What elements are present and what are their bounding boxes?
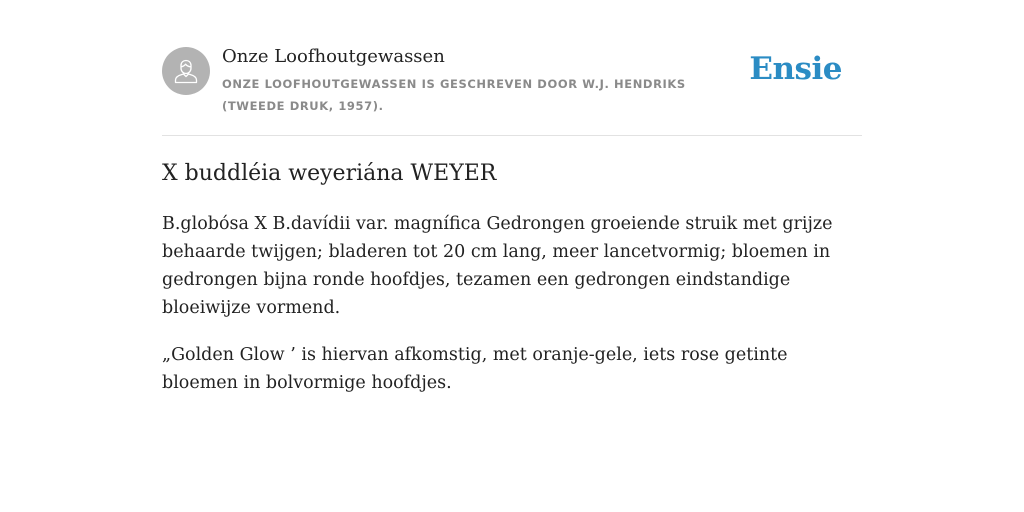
article-header: [162, 42, 862, 136]
article-card: [162, 42, 862, 397]
author-name[interactable]: Onze Loofhoutgewassen: [222, 46, 445, 67]
article-paragraph: B.globósa X B.davídii var. magnífica Gedrongen groeiende struik met grijze behaarde twijgen; bladeren tot 20 cm lang, meer lancetvormig; bloemen in gedrongen bijna ronde hoofdjes, tezamen een gedrongen eindstandige bloeiwijze vormend.: [162, 214, 833, 318]
author-meta: [222, 45, 752, 117]
article-paragraph: „Golden Glow ’ is hiervan afkomstig, met oranje-gele, iets rose getinte bloemen in bolvormige hoofdjes.: [162, 345, 788, 393]
user-avatar-icon: [172, 57, 200, 85]
article-title: X buddléia weyeriána WEYER: [162, 161, 497, 186]
ensie-logo[interactable]: Ensie: [749, 51, 842, 87]
author-description: ONZE LOOFHOUTGEWASSEN IS GESCHREVEN DOOR W.J. HENDRIKS (TWEEDE DRUK, 1957).: [222, 77, 686, 113]
avatar[interactable]: [162, 47, 210, 95]
